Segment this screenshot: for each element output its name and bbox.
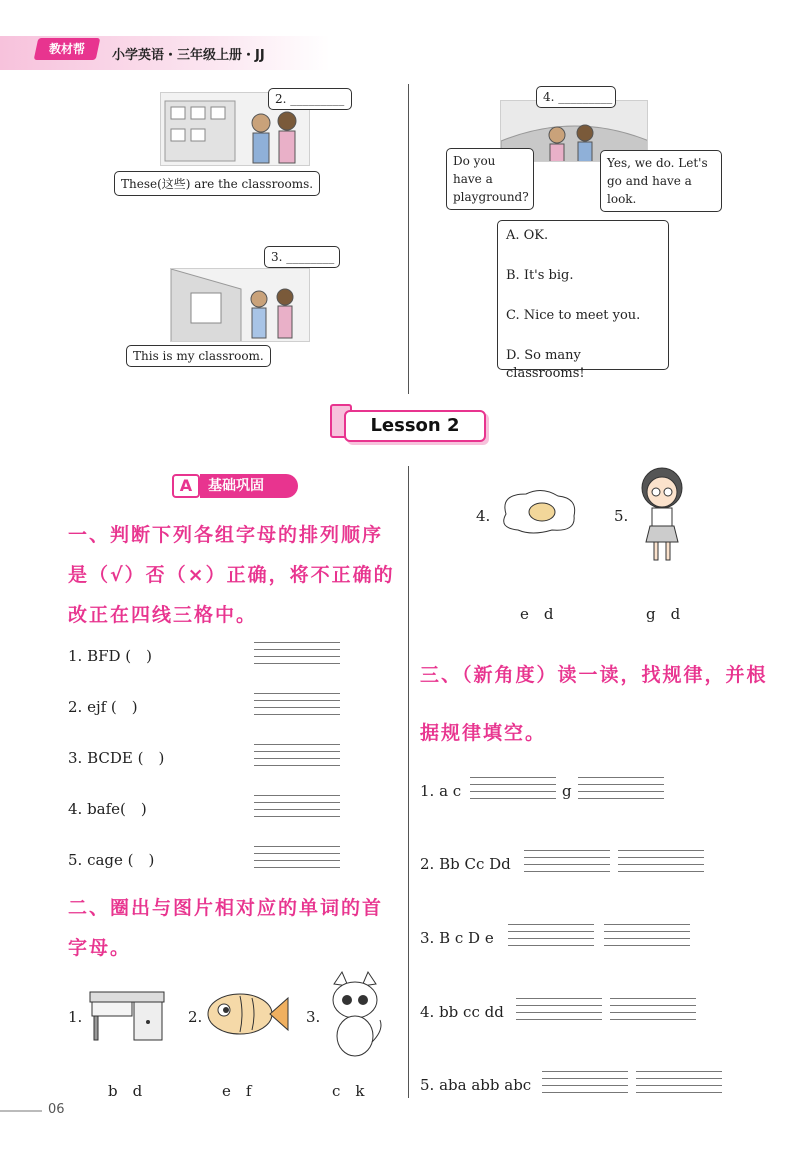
- pic-letters-4[interactable]: e d: [520, 605, 554, 623]
- writing-lines[interactable]: [254, 744, 340, 766]
- pic-letters-2[interactable]: e f: [222, 1082, 252, 1100]
- writing-lines[interactable]: [636, 1071, 722, 1093]
- part3-item-5: 5. aba abb abc: [420, 1076, 532, 1094]
- part3-item-1: 1. a c: [420, 782, 462, 800]
- option-d: D. So many classrooms!: [506, 348, 585, 381]
- pic-letters-3[interactable]: c k: [332, 1082, 365, 1100]
- part2-title-line-2: 字母。: [68, 937, 132, 959]
- part1-title-line-2: 是（√）否（×）正确，将不正确的: [68, 564, 395, 586]
- option-b: B. It's big.: [506, 268, 574, 283]
- answer-options-box: [497, 220, 669, 381]
- part3-item-3: 3. B c D e: [420, 929, 494, 947]
- part1-item-3: 3. BCDE ( ): [68, 749, 165, 767]
- option-a: A. OK.: [506, 228, 549, 243]
- part1-item-4: 4. bafe( ): [68, 800, 147, 818]
- question-bubble-4: Do you have a playground?: [446, 148, 534, 210]
- writing-lines[interactable]: [516, 998, 602, 1020]
- pic-number-4: 4.: [476, 507, 491, 525]
- reply-bubble-4: Yes, we do. Let's go and have a look.: [600, 150, 722, 212]
- fish-icon: [204, 988, 290, 1040]
- egg-icon: [496, 486, 580, 536]
- column-divider-bottom: [408, 466, 409, 1098]
- writing-lines[interactable]: [618, 850, 704, 872]
- page-number: 06: [48, 1102, 65, 1117]
- pic-letters-1[interactable]: b d: [108, 1082, 143, 1100]
- part3-title-line-2: 据规律填空。: [420, 722, 547, 744]
- lesson-title: Lesson 2: [344, 410, 486, 442]
- desk-icon: [86, 988, 168, 1044]
- part3-item-4: 4. bb cc dd: [420, 1003, 504, 1021]
- part3-item-1-middle: g: [562, 782, 572, 800]
- my-classroom-illustration: [170, 268, 310, 342]
- part3-item-2: 2. Bb Cc Dd: [420, 855, 511, 873]
- writing-lines[interactable]: [542, 1071, 628, 1093]
- writing-lines[interactable]: [524, 850, 610, 872]
- caption-bubble-3: This is my classroom.: [126, 345, 271, 367]
- pic-number-2: 2.: [188, 1008, 203, 1026]
- section-label-badge: 基础巩固: [200, 474, 298, 498]
- caption-bubble-2: These(这些) are the classrooms.: [114, 171, 320, 196]
- answer-bubble-3: 3. ________: [264, 246, 340, 268]
- footer-rule: [0, 1110, 42, 1112]
- girl-icon: [636, 466, 688, 564]
- option-c: C. Nice to meet you.: [506, 308, 641, 323]
- classroom-corridor-icon: [171, 269, 310, 342]
- part1-item-5: 5. cage ( ): [68, 851, 155, 869]
- writing-lines[interactable]: [610, 998, 696, 1020]
- writing-lines[interactable]: [254, 642, 340, 664]
- cat-icon: [324, 970, 386, 1060]
- writing-lines[interactable]: [254, 693, 340, 715]
- section-letter-badge: A: [172, 474, 200, 498]
- writing-lines[interactable]: [254, 846, 340, 868]
- part1-title-line-3: 改正在四线三格中。: [68, 604, 258, 626]
- answer-bubble-2: 2. _________: [268, 88, 352, 110]
- page-header-title: 小学英语・三年级上册・JJ: [112, 48, 265, 63]
- part1-item-1: 1. BFD ( ): [68, 647, 153, 665]
- pic-letters-5[interactable]: g d: [646, 605, 681, 623]
- pic-number-5: 5.: [614, 507, 629, 525]
- column-divider-top: [408, 84, 409, 394]
- answer-bubble-4: 4. _________: [536, 86, 616, 108]
- writing-lines[interactable]: [470, 777, 556, 799]
- pic-number-3: 3.: [306, 1008, 321, 1026]
- part2-title-line-1: 二、圈出与图片相对应的单词的首: [68, 897, 384, 919]
- part3-title-line-1: 三、（新角度）读一读，找规律，并根: [420, 664, 768, 686]
- writing-lines[interactable]: [578, 777, 664, 799]
- pic-number-1: 1.: [68, 1008, 83, 1026]
- part1-item-2: 2. ejf ( ): [68, 698, 138, 716]
- writing-lines[interactable]: [604, 924, 690, 946]
- writing-lines[interactable]: [254, 795, 340, 817]
- part1-title-line-1: 一、判断下列各组字母的排列顺序: [68, 524, 384, 546]
- writing-lines[interactable]: [508, 924, 594, 946]
- brand-tab: 教材帮: [34, 38, 101, 60]
